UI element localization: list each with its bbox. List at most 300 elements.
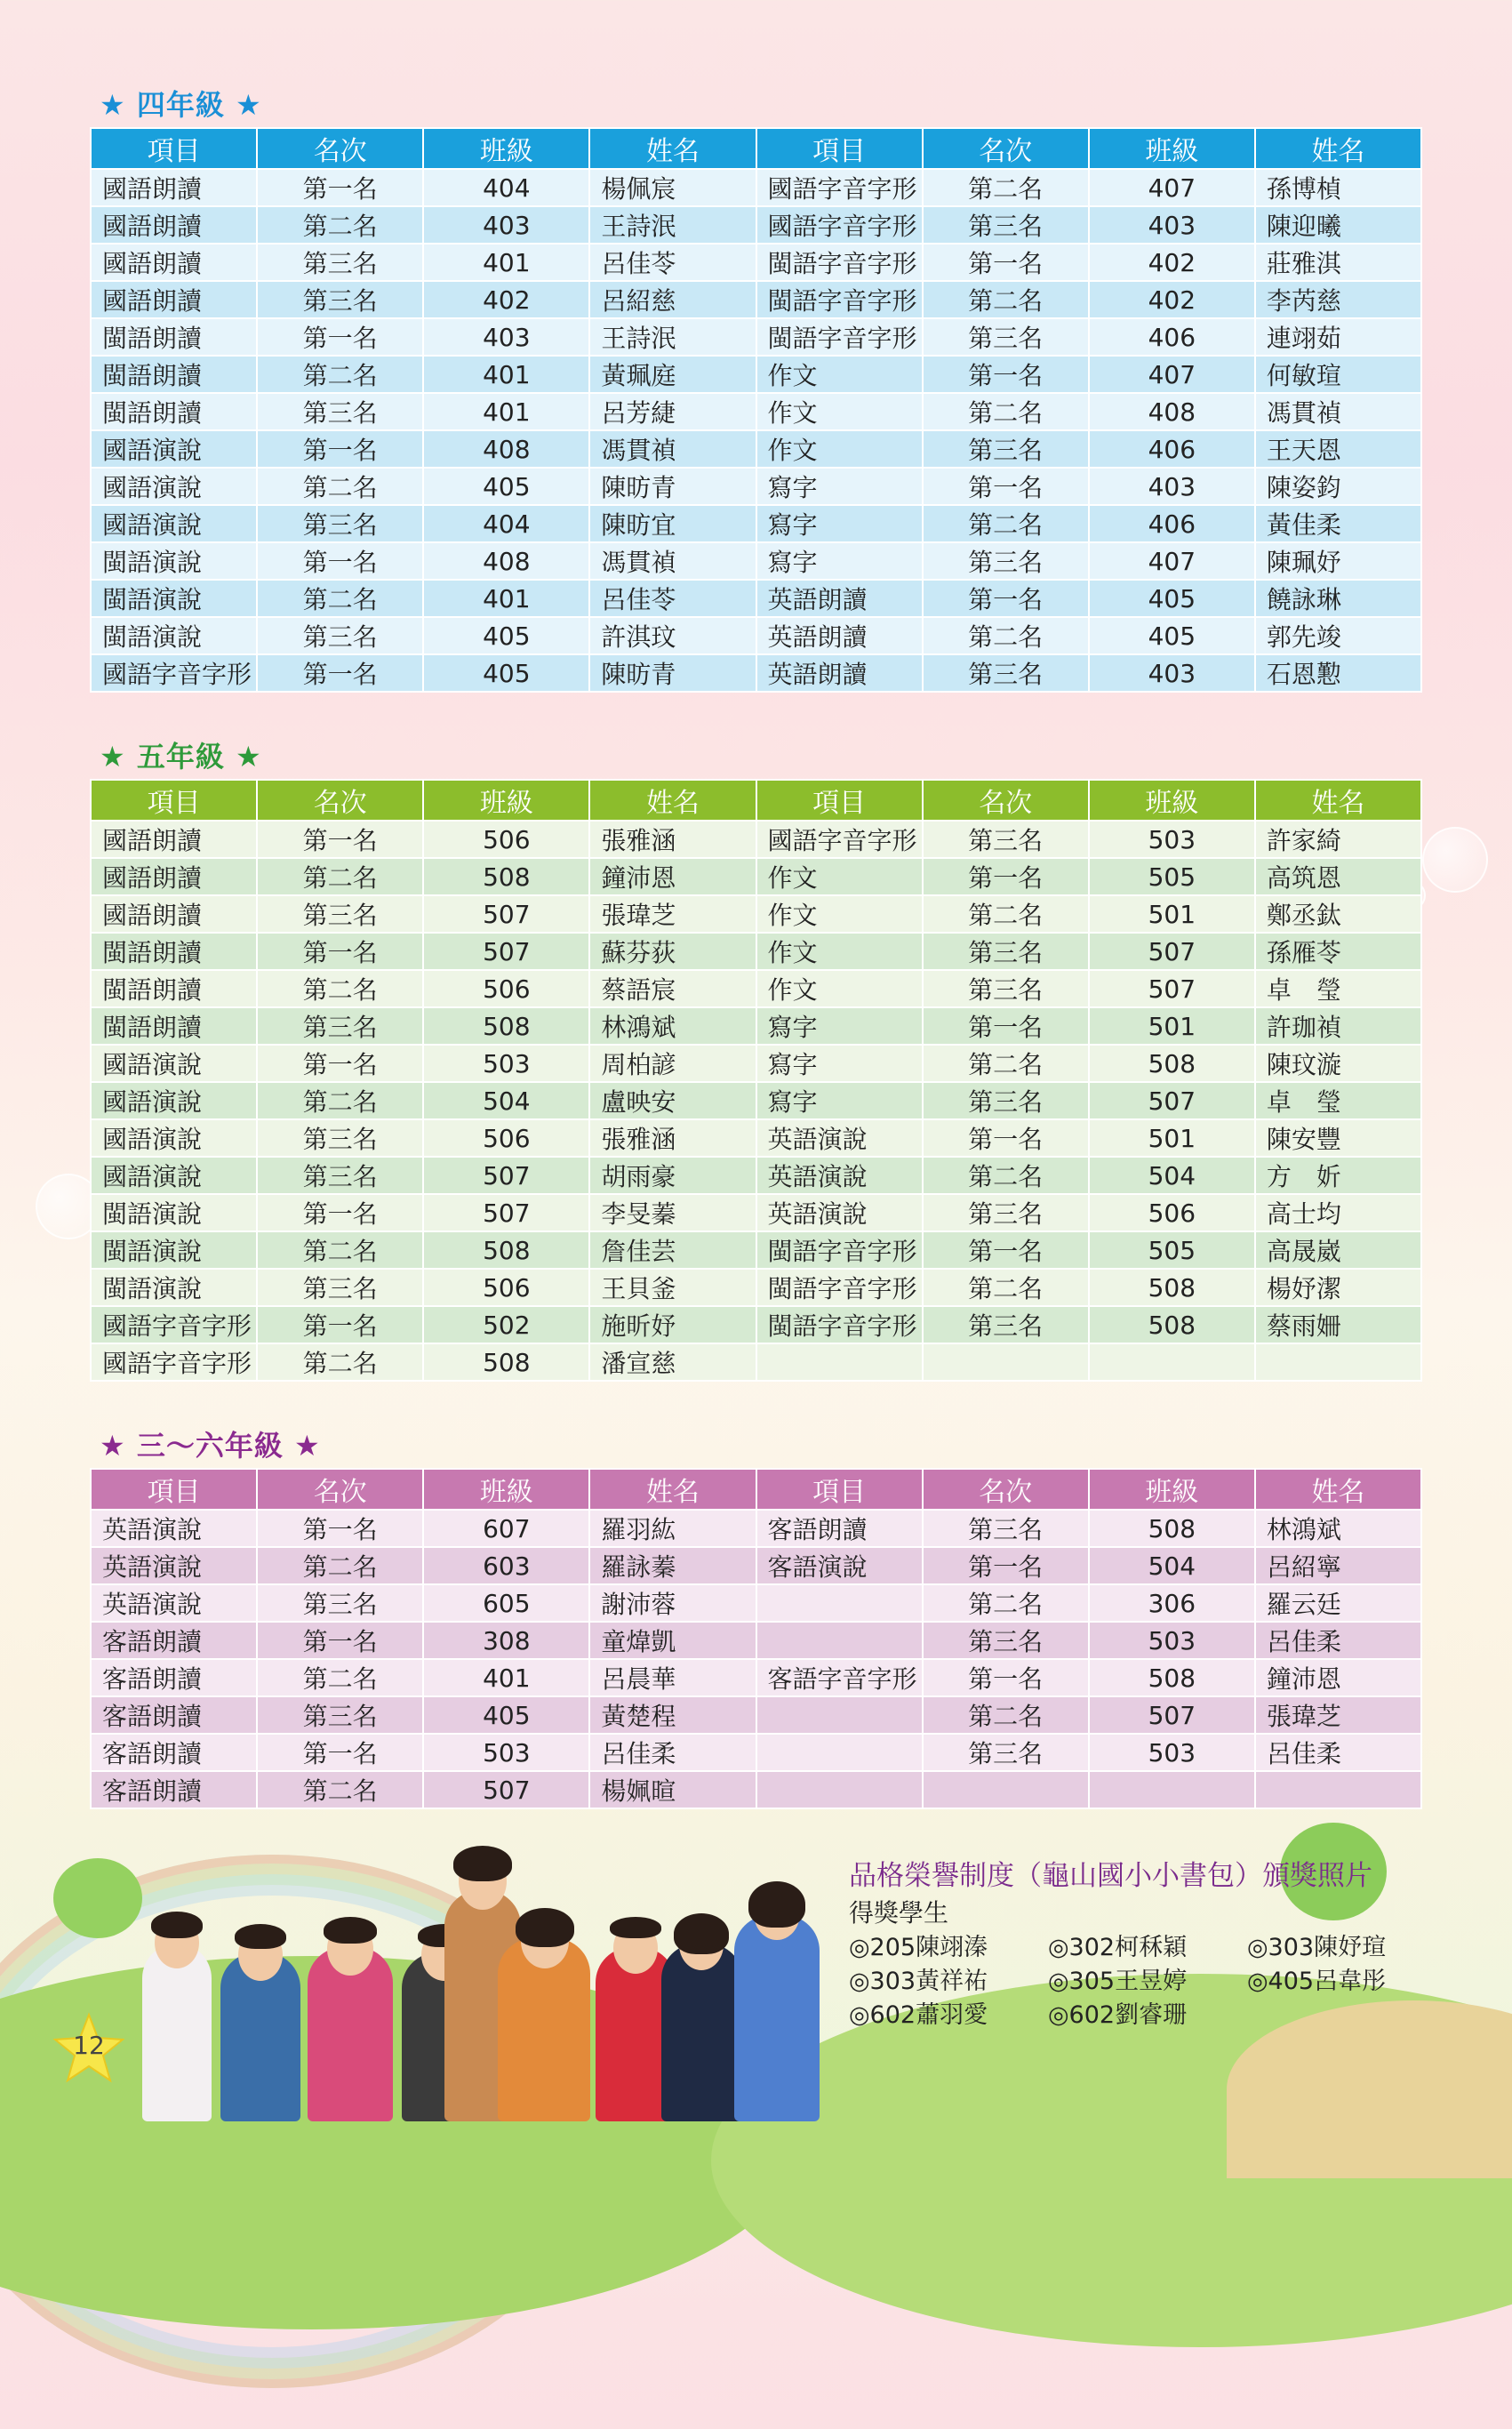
table-cell: 陳昉宜 [589,505,756,542]
table-cell: 閩語朗讀 [91,318,257,356]
table-cell [756,1734,923,1771]
table-row [91,244,1421,281]
table-cell: 503 [1089,1734,1255,1771]
table-cell: 507 [423,933,589,970]
table-cell: 504 [1089,1157,1255,1194]
awardee: ◎405呂韋彤 [1247,1968,1387,1995]
table-row [91,505,1421,542]
table-cell: 國語字音字形 [756,169,923,206]
table-cell: 作文 [756,858,923,895]
star-icon: ★ [100,88,126,122]
table-cell: 陳珮妤 [1255,542,1421,580]
table-cell: 閩語演說 [91,580,257,617]
table-cell: 第三名 [923,970,1089,1007]
column-header: 班級 [1089,128,1255,169]
table-cell: 張瑋芝 [589,895,756,933]
table-row [91,1696,1421,1734]
table-cell: 國語字音字形 [91,1306,257,1343]
table-cell: 第二名 [257,580,423,617]
table-cell: 503 [423,1734,589,1771]
table-cell: 第三名 [257,1269,423,1306]
table-cell [1255,1771,1421,1808]
column-header: 名次 [923,780,1089,821]
table-cell: 406 [1089,318,1255,356]
table-cell [1089,1343,1255,1381]
table-cell: 呂佳苓 [589,580,756,617]
table-cell: 603 [423,1547,589,1584]
grade3to6-title [100,1426,321,1465]
table-cell: 第三名 [257,617,423,654]
table-cell: 第二名 [257,1771,423,1808]
table-cell: 閩語演說 [91,617,257,654]
table-cell: 第三名 [923,1734,1089,1771]
table-cell: 第一名 [257,430,423,468]
table-row [91,933,1421,970]
table-cell: 605 [423,1584,589,1622]
table-row [91,858,1421,895]
table-cell: 第三名 [923,933,1089,970]
table-cell: 國語朗讀 [91,206,257,244]
table-cell: 客語演說 [756,1547,923,1584]
table-cell: 陳昉青 [589,468,756,505]
table-row [91,970,1421,1007]
table-cell: 英語朗讀 [756,654,923,692]
table-row [91,1231,1421,1269]
grade5-title-text: 五年級 [136,740,225,774]
table-cell: 第一名 [923,244,1089,281]
table-cell: 第三名 [923,821,1089,858]
page-number: 12 [73,2031,105,2060]
table-cell: 國語朗讀 [91,858,257,895]
table-cell: 第二名 [923,1696,1089,1734]
table-cell: 國語字音字形 [91,654,257,692]
table-cell: 閩語演說 [91,1194,257,1231]
table-cell: 501 [1089,895,1255,933]
table-cell: 第三名 [923,1510,1089,1547]
table-cell: 第一名 [923,1231,1089,1269]
table-cell: 第二名 [257,858,423,895]
table-cell: 508 [1089,1306,1255,1343]
table-cell: 寫字 [756,505,923,542]
table-cell: 408 [423,430,589,468]
column-header: 班級 [1089,1469,1255,1510]
table-cell: 國語演說 [91,505,257,542]
table-cell [923,1771,1089,1808]
column-header: 姓名 [589,780,756,821]
table-cell: 英語朗讀 [756,617,923,654]
star-icon: ★ [235,88,262,122]
table-cell: 第一名 [257,1045,423,1082]
table-cell: 第一名 [923,1547,1089,1584]
table-cell: 405 [1089,617,1255,654]
table-header-row [91,780,1421,821]
table-cell: 鄭丞鈦 [1255,895,1421,933]
table-cell: 第三名 [923,542,1089,580]
table-row [91,318,1421,356]
column-header: 名次 [257,128,423,169]
star-icon: ★ [100,740,126,774]
table-cell: 客語朗讀 [756,1510,923,1547]
table-cell: 閩語字音字形 [756,1306,923,1343]
table-cell: 第二名 [257,1659,423,1696]
table-cell: 第一名 [923,1007,1089,1045]
table-cell: 蘇芬荻 [589,933,756,970]
awardee: ◎302柯秝穎 [1048,1934,1188,1961]
table-cell: 405 [423,654,589,692]
table-cell: 卓 瑩 [1255,970,1421,1007]
table-cell: 507 [423,1157,589,1194]
table-cell: 第一名 [257,542,423,580]
table-cell: 鐘沛恩 [589,858,756,895]
table-cell: 英語演說 [91,1510,257,1547]
table-cell: 第二名 [923,895,1089,933]
column-header: 名次 [257,780,423,821]
table-cell: 作文 [756,970,923,1007]
column-header: 姓名 [589,128,756,169]
table-row [91,1510,1421,1547]
table-row [91,1584,1421,1622]
table-cell: 第二名 [923,617,1089,654]
table-row [91,617,1421,654]
column-header: 班級 [423,128,589,169]
decorative-bubble [1422,827,1488,893]
table-cell: 第二名 [923,281,1089,318]
awardee: ◎205陳翊溱 [849,1934,988,1961]
table-cell: 盧映安 [589,1082,756,1119]
table-cell: 407 [1089,542,1255,580]
table-cell: 謝沛蓉 [589,1584,756,1622]
table-cell: 閩語朗讀 [91,356,257,393]
table-row [91,169,1421,206]
table-cell: 閩語朗讀 [91,970,257,1007]
table-cell: 寫字 [756,1007,923,1045]
table-cell: 國語字音字形 [756,821,923,858]
table-cell: 507 [1089,970,1255,1007]
table-cell: 客語朗讀 [91,1696,257,1734]
table-cell: 508 [1089,1045,1255,1082]
table-cell: 張雅涵 [589,1119,756,1157]
table-cell: 408 [1089,393,1255,430]
awardee: ◎602蕭羽愛 [849,2001,988,2029]
student-figure [734,1915,820,2121]
table-cell: 第一名 [257,1510,423,1547]
column-header: 項目 [756,128,923,169]
table-cell: 李旻蓁 [589,1194,756,1231]
table-cell: 第二名 [923,169,1089,206]
table-cell: 陳昉青 [589,654,756,692]
table-cell: 502 [423,1306,589,1343]
table-cell: 第三名 [257,281,423,318]
table-cell: 第三名 [923,1194,1089,1231]
table-cell: 石恩懃 [1255,654,1421,692]
awardee: ◎303陳妤瑄 [1247,1934,1387,1961]
table-cell: 506 [423,1269,589,1306]
table-cell: 第一名 [257,1306,423,1343]
table-cell: 407 [1089,356,1255,393]
tree-decoration [53,1858,142,1938]
awardee: ◎305王昱婷 [1048,1968,1188,1995]
table-cell: 401 [423,580,589,617]
table-cell [756,1584,923,1622]
table-header-row [91,128,1421,169]
table-cell: 國語朗讀 [91,169,257,206]
table-cell: 客語朗讀 [91,1659,257,1696]
caption-title: 品格榮譽制度（龜山國小小書包）頒獎照片 [849,1860,1372,1892]
table-cell: 莊雅淇 [1255,244,1421,281]
table-cell [756,1696,923,1734]
table-cell: 林鴻斌 [589,1007,756,1045]
table-cell: 張雅涵 [589,821,756,858]
table-cell: 508 [423,858,589,895]
table-cell: 李芮慈 [1255,281,1421,318]
student-hair [151,1912,203,1938]
table-cell: 何敏瑄 [1255,356,1421,393]
table-cell: 503 [1089,821,1255,858]
table-cell: 黃楚程 [589,1696,756,1734]
table-cell: 孫雁苓 [1255,933,1421,970]
table-cell: 閩語字音字形 [756,1269,923,1306]
table-cell: 第三名 [257,1696,423,1734]
table-cell: 第二名 [923,505,1089,542]
table-cell: 505 [1089,1231,1255,1269]
caption-subtitle: 得獎學生 [849,1898,949,1928]
table-cell: 陳姿鈞 [1255,468,1421,505]
page-number-badge [52,2011,126,2086]
table-cell: 國語演說 [91,1082,257,1119]
table-cell: 607 [423,1510,589,1547]
table-cell: 王詩泯 [589,318,756,356]
table-cell: 503 [423,1045,589,1082]
star-icon: ★ [100,1429,126,1463]
table-cell: 第二名 [257,206,423,244]
table-cell: 胡雨豪 [589,1157,756,1194]
table-cell: 王詩泯 [589,206,756,244]
student-figure [661,1944,743,2121]
table-cell: 鐘沛恩 [1255,1659,1421,1696]
grade3to6-table [90,1468,1422,1809]
table-cell: 第一名 [257,318,423,356]
table-cell: 客語朗讀 [91,1734,257,1771]
table-cell: 國語演說 [91,1045,257,1082]
table-cell: 林鴻斌 [1255,1510,1421,1547]
column-header: 項目 [756,780,923,821]
awardee-list [849,1931,1471,2032]
table-cell: 潘宣慈 [589,1343,756,1381]
table-cell: 507 [423,895,589,933]
table-cell: 506 [1089,1194,1255,1231]
table-cell: 馮貫禎 [589,542,756,580]
table-row [91,281,1421,318]
table-cell: 王天恩 [1255,430,1421,468]
table-cell: 第二名 [257,468,423,505]
table-cell: 508 [423,1343,589,1381]
table-cell: 第三名 [257,393,423,430]
table-cell: 方 妡 [1255,1157,1421,1194]
column-header: 姓名 [1255,128,1421,169]
table-cell: 507 [1089,1696,1255,1734]
table-cell: 第二名 [923,1045,1089,1082]
table-cell: 陳迎曦 [1255,206,1421,244]
table-cell: 許珈禎 [1255,1007,1421,1045]
column-header: 班級 [423,780,589,821]
table-row [91,356,1421,393]
table-cell: 羅云廷 [1255,1584,1421,1622]
table-cell: 呂紹慈 [589,281,756,318]
table-cell: 第三名 [257,1007,423,1045]
table-cell: 寫字 [756,542,923,580]
column-header: 班級 [1089,780,1255,821]
table-cell: 501 [1089,1119,1255,1157]
table-row [91,1659,1421,1696]
table-cell: 第一名 [923,858,1089,895]
column-header: 項目 [91,780,257,821]
table-cell: 呂紹寧 [1255,1547,1421,1584]
table-cell: 客語朗讀 [91,1771,257,1808]
table-cell: 第二名 [923,1584,1089,1622]
table-cell: 卓 瑩 [1255,1082,1421,1119]
table-cell: 405 [423,1696,589,1734]
table-cell: 馮貫禎 [589,430,756,468]
table-cell: 連翊茹 [1255,318,1421,356]
table-cell: 507 [423,1771,589,1808]
table-cell: 閩語朗讀 [91,933,257,970]
table-row [91,1343,1421,1381]
table-cell: 507 [1089,1082,1255,1119]
table-cell: 閩語演說 [91,1231,257,1269]
table-cell [756,1771,923,1808]
column-header: 姓名 [1255,780,1421,821]
table-cell: 第三名 [257,895,423,933]
table-cell: 許家綺 [1255,821,1421,858]
table-cell: 高筑恩 [1255,858,1421,895]
table-row [91,1007,1421,1045]
table-cell: 第一名 [923,580,1089,617]
table-cell: 505 [1089,858,1255,895]
student-figure [142,1944,212,2121]
table-cell: 呂芳緁 [589,393,756,430]
table-cell: 周柏諺 [589,1045,756,1082]
table-cell: 英語演說 [756,1157,923,1194]
table-cell: 張瑋芝 [1255,1696,1421,1734]
table-cell: 第一名 [257,654,423,692]
table-cell: 第三名 [257,1119,423,1157]
table-cell: 507 [1089,933,1255,970]
table-row [91,430,1421,468]
table-cell: 閩語字音字形 [756,244,923,281]
table-cell: 許淇玟 [589,617,756,654]
table-cell: 403 [423,318,589,356]
table-cell: 王貝釜 [589,1269,756,1306]
column-header: 項目 [756,1469,923,1510]
table-cell: 英語演說 [91,1584,257,1622]
table-cell: 第三名 [257,1584,423,1622]
table-cell: 第一名 [257,933,423,970]
table-row [91,1547,1421,1584]
column-header: 班級 [423,1469,589,1510]
table-cell: 高晟崴 [1255,1231,1421,1269]
table-cell: 508 [1089,1659,1255,1696]
table-cell: 客語朗讀 [91,1622,257,1659]
table-cell: 楊佩宸 [589,169,756,206]
table-cell: 第二名 [923,393,1089,430]
table-cell: 第三名 [257,1157,423,1194]
table-cell: 黃佳柔 [1255,505,1421,542]
table-cell: 寫字 [756,468,923,505]
star-icon: ★ [293,1429,321,1463]
table-row [91,1194,1421,1231]
table-cell: 504 [1089,1547,1255,1584]
table-cell: 405 [423,617,589,654]
table-cell: 英語演說 [91,1547,257,1584]
student-hair [748,1881,805,1928]
table-row [91,206,1421,244]
table-cell: 閩語字音字形 [756,318,923,356]
table-cell: 501 [1089,1007,1255,1045]
table-cell: 第一名 [257,1622,423,1659]
awardee: ◎303黃祥祐 [849,1968,988,1995]
table-cell: 404 [423,505,589,542]
table-cell: 402 [1089,281,1255,318]
column-header: 姓名 [589,1469,756,1510]
table-cell: 第一名 [257,1194,423,1231]
table-cell: 英語演說 [756,1119,923,1157]
award-caption [849,1856,1471,2032]
table-cell: 饒詠琳 [1255,580,1421,617]
teacher-hair [453,1846,512,1881]
table-header-row [91,1469,1421,1510]
table-row [91,1269,1421,1306]
table-cell: 506 [423,821,589,858]
table-cell: 國語朗讀 [91,281,257,318]
table-cell: 施昕妤 [589,1306,756,1343]
table-cell: 呂晨華 [589,1659,756,1696]
table-cell: 國語朗讀 [91,244,257,281]
table-cell [1255,1343,1421,1381]
table-cell: 第一名 [257,1734,423,1771]
table-cell: 403 [1089,468,1255,505]
table-cell: 第一名 [257,169,423,206]
table-cell: 孫博楨 [1255,169,1421,206]
column-header: 名次 [257,1469,423,1510]
table-cell: 第三名 [923,654,1089,692]
table-cell: 504 [423,1082,589,1119]
student-hair [516,1908,574,1947]
table-cell: 404 [423,169,589,206]
table-row [91,1157,1421,1194]
table-cell: 國語演說 [91,1119,257,1157]
table-cell: 402 [1089,244,1255,281]
table-cell: 閩語演說 [91,1269,257,1306]
table-cell: 406 [1089,505,1255,542]
table-row [91,895,1421,933]
grade4-title [100,85,262,124]
table-cell: 作文 [756,933,923,970]
table-cell: 閩語演說 [91,542,257,580]
grade5-table [90,779,1422,1382]
table-cell: 馮貫禎 [1255,393,1421,430]
table-cell: 楊姵暄 [589,1771,756,1808]
table-cell: 呂佳柔 [1255,1622,1421,1659]
table-cell: 寫字 [756,1082,923,1119]
table-row [91,1082,1421,1119]
table-cell: 第二名 [257,1082,423,1119]
table-cell: 第二名 [923,1157,1089,1194]
table-row [91,1306,1421,1343]
table-cell: 第一名 [923,356,1089,393]
table-cell: 第三名 [923,1622,1089,1659]
table-cell: 第三名 [923,1082,1089,1119]
table-row [91,468,1421,505]
